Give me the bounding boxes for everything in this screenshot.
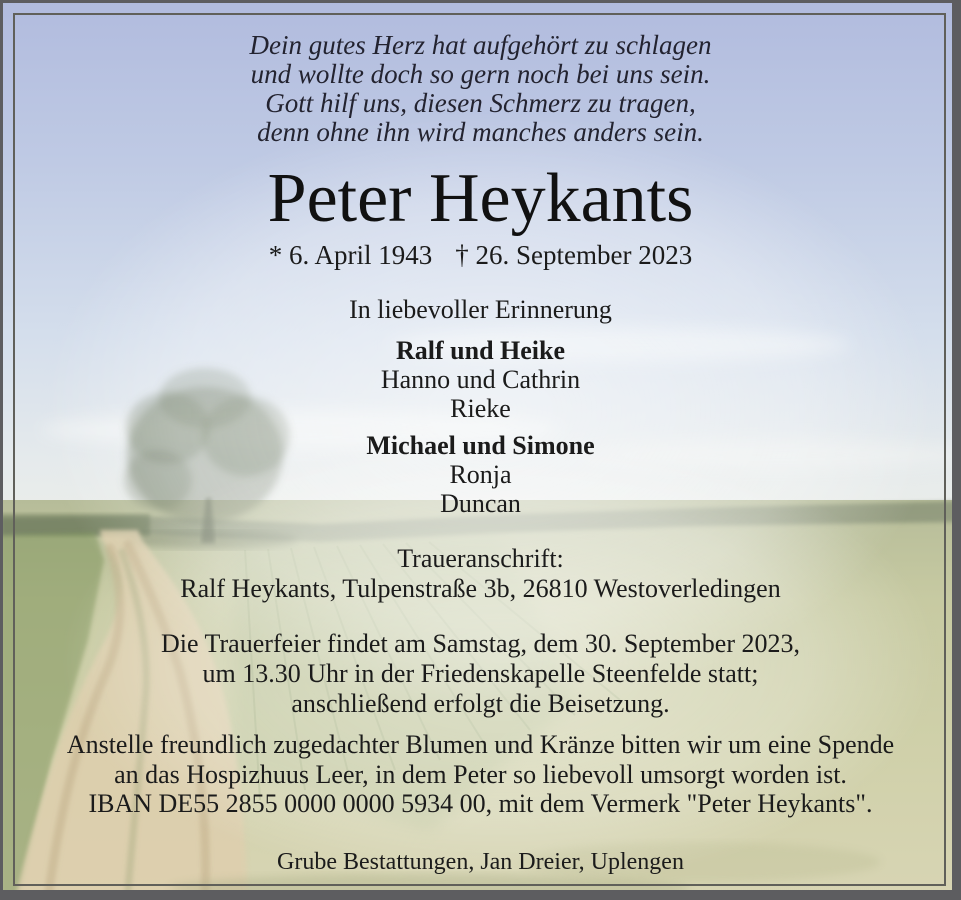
family-member: Duncan (440, 489, 521, 518)
remembrance-line: In liebevoller Erinnerung (349, 295, 612, 324)
birth-date: * 6. April 1943 (268, 240, 433, 270)
life-dates (0, 240, 961, 270)
family-member: Ronja (449, 460, 512, 489)
funeral-service-info (0, 629, 961, 719)
mourning-address-value: Ralf Heykants, Tulpenstraße 3b, 26810 Westoverledingen (180, 574, 781, 603)
service-line-2: um 13.30 Uhr in der Friedenskapelle Steenfelde statt; (202, 659, 759, 688)
service-line-1: Die Trauerfeier findet am Samstag, dem 30. September 2023, (160, 629, 801, 658)
family-list (0, 336, 961, 518)
poem-line-1: Dein gutes Herz hat aufgehört zu schlagen (249, 30, 712, 60)
family-group-2 (0, 431, 961, 518)
family-head-2: Michael und Simone (366, 431, 595, 460)
family-group-1 (0, 336, 961, 423)
undertaker-line: Grube Bestattungen, Jan Dreier, Uplengen (277, 849, 684, 875)
death-date: † 26. September 2023 (455, 240, 693, 270)
donation-line-2: an das Hospizhuus Leer, in dem Peter so liebevoll umsorgt worden ist. (114, 759, 847, 789)
family-member: Rieke (450, 394, 511, 423)
poem-line-2: und wollte doch so gern noch bei uns sein. (250, 59, 711, 89)
donation-info (0, 730, 961, 819)
donation-line-1: Anstelle freundlich zugedachter Blumen und Kränze bitten wir um eine Spende (66, 730, 895, 759)
donation-line-3: IBAN DE55 2855 0000 0000 5934 00, mit dem Vermerk "Peter Heykants". (88, 789, 873, 818)
deceased-name: Peter Heykants (267, 160, 694, 237)
mourning-address (0, 544, 961, 604)
service-line-3: anschließend erfolgt die Beisetzung. (291, 689, 670, 718)
poem-line-3: Gott hilf uns, diesen Schmerz zu tragen, (265, 88, 696, 118)
poem-line-4: denn ohne ihn wird manches anders sein. (257, 117, 704, 147)
poem (0, 31, 961, 147)
mourning-address-label: Traueranschrift: (397, 544, 564, 573)
family-head-1: Ralf und Heike (395, 336, 566, 365)
family-member: Hanno und Cathrin (380, 365, 581, 394)
